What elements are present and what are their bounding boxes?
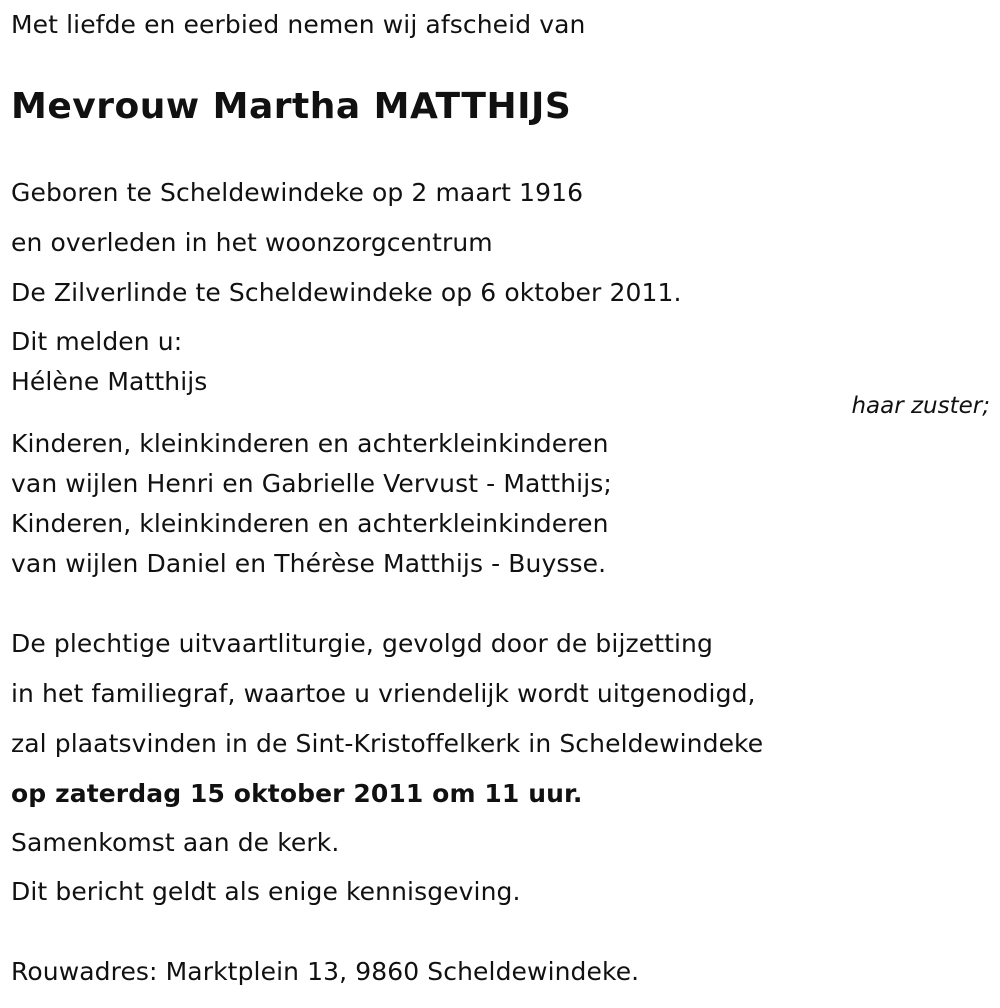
deceased-name: Mevrouw Martha MATTHIJS [11,86,572,127]
family-line-4: van wijlen Daniel en Thérèse Matthijs - Buysse. [11,549,607,578]
family-line-3: Kinderen, kleinkinderen en achterkleinkinderen [11,509,609,538]
birth-line: Geboren te Scheldewindeke op 2 maart 1916 [11,178,584,207]
sister-relation: haar zuster; [851,393,990,419]
ceremony-line-3: zal plaatsvinden in de Sint-Kristoffelkerk in Scheldewindeke [11,729,764,758]
gathering-text: Samenkomst aan de kerk. [11,828,340,857]
ceremony-date: op zaterdag 15 oktober 2011 om 11 uur. [11,779,583,808]
death-place-line: De Zilverlinde te Scheldewindeke op 6 oktober 2011. [11,278,682,307]
family-line-1: Kinderen, kleinkinderen en achterkleinkinderen [11,429,609,458]
family-line-2: van wijlen Henri en Gabrielle Vervust - Matthijs; [11,469,612,498]
announcers-label: Dit melden u: [11,327,183,356]
ceremony-line-1: De plechtige uitvaartliturgie, gevolgd door de bijzetting [11,629,713,658]
mourning-address: Rouwadres: Marktplein 13, 9860 Scheldewindeke. [11,957,640,986]
ceremony-line-2: in het familiegraf, waartoe u vriendelijk wordt uitgenodigd, [11,679,756,708]
notice-text: Dit bericht geldt als enige kennisgeving. [11,877,521,906]
death-line: en overleden in het woonzorgcentrum [11,228,493,257]
sister-name: Hélène Matthijs [11,367,208,396]
intro-text: Met liefde en eerbied nemen wij afscheid van [11,10,586,39]
